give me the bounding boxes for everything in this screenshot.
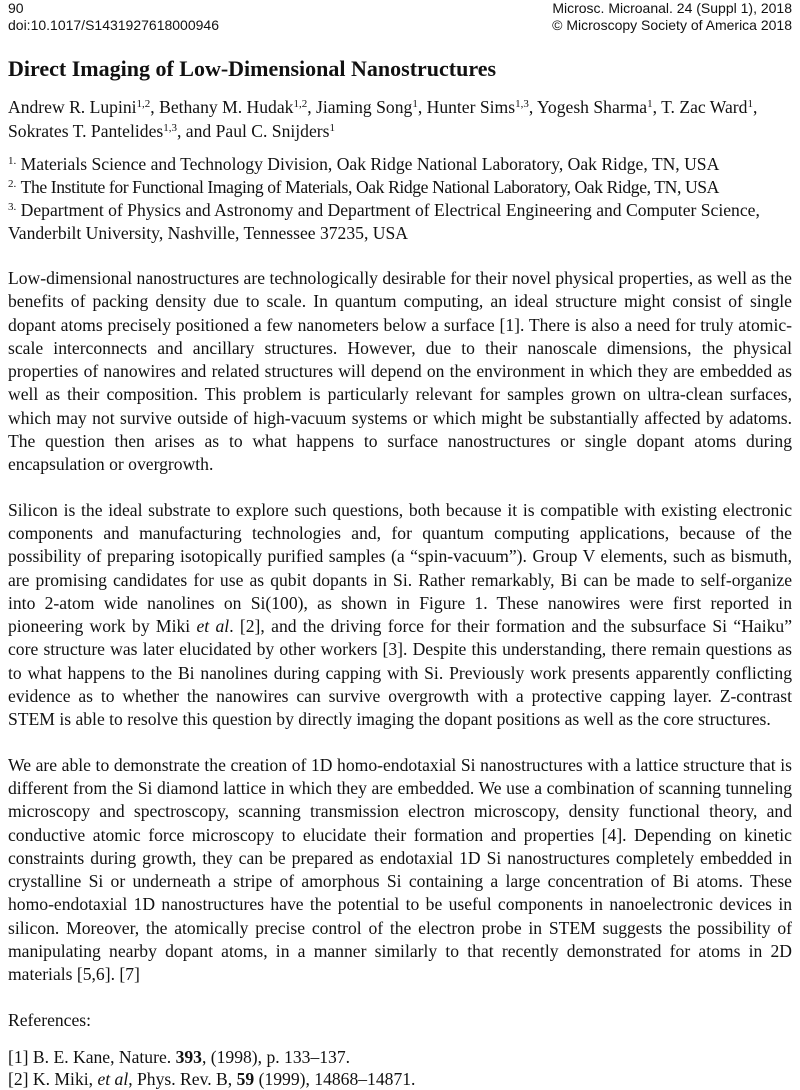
reference-text: (1999), 14868–14871. [254, 1068, 416, 1089]
author-affiliation: 1 [412, 98, 418, 110]
header-left [8, 0, 219, 34]
article [8, 56, 792, 1090]
author: Paul C. Snijders [215, 121, 330, 141]
reference-volume: 393 [175, 1046, 202, 1067]
affiliation [8, 176, 792, 199]
copyright: © Microscopy Society of America 2018 [552, 17, 792, 33]
page-number: 90 [8, 0, 24, 16]
affiliation-list [8, 153, 792, 245]
reference-text: , Phys. Rev. B, [128, 1068, 237, 1089]
doi: doi:10.1017/S1431927618000946 [8, 17, 219, 33]
journal-citation: Microsc. Microanal. 24 (Suppl 1), 2018 [552, 0, 792, 16]
author-affiliation: 1,3 [515, 98, 529, 110]
author-list: Andrew R. Lupini$^{1,2}$, Bethany M. Hudak$^{1,2}$, Jiaming Song$^1$, Hunter Sims$^{1,3}$, Yogesh Sharma$^1$, T. Zac Ward$^1$, Sokrates T. Pantelides$^{1,3}$, and Paul C. Snijders$^1$ [8, 97, 758, 141]
paragraph-text: Silicon is the ideal substrate to explore such questions, both because it is compatible with existing electronic components and manufacturing technologies and, for quantum computing applications, because of the possibility of preparing isotopically purified samples (a “spin-vacuum”). Group V elements, such as bismuth, are promising candidates for use as qubit dopants in Si. Rather remarkably, Bi can be made to self-organize into 2-atom wide nanolines on Si(100), as shown in Figure 1. These nanowires were first reported in pioneering work by Miki [8, 499, 792, 637]
affiliation-number: 3. [8, 201, 17, 213]
author-affiliation: 1 [647, 98, 653, 110]
affiliation [8, 199, 792, 245]
reference-text: [2] K. Miki, [8, 1068, 98, 1089]
author: Jiaming Song [316, 97, 413, 117]
author-affiliation: 1,2 [293, 98, 308, 110]
affiliation-number: 1. [8, 155, 17, 167]
affiliation [8, 153, 792, 176]
reference-list [8, 1046, 792, 1090]
author: Yogesh Sharma [536, 97, 648, 117]
reference-item [8, 1046, 792, 1068]
author: T. Zac Ward [661, 97, 748, 117]
references-heading: References: [8, 1009, 92, 1030]
affiliation-number: 2. [8, 178, 17, 190]
header-right [552, 0, 792, 34]
affiliation-text: The Institute for Functional Imaging of Materials, Oak Ridge National Laboratory, Oak Ridge, TN, USA [20, 177, 719, 197]
author-affiliation: 1,2 [136, 98, 151, 110]
paper-title: Direct Imaging of Low-Dimensional Nanostructures [8, 56, 497, 81]
reference-text: [1] B. E. Kane, Nature. [8, 1046, 176, 1067]
reference-text: , (1998), p. 133–137. [201, 1046, 351, 1067]
italic-et-al: et al [196, 616, 230, 637]
author-affiliation: 1 [747, 98, 753, 110]
author-affiliation: 1 [329, 122, 335, 134]
paragraph-text: . [2], and the driving force for their formation and the subsurface Si “Haiku” core structure was later elucidated by other workers [3]. Despite this understanding, there remain questions as to what happens to the Bi nanolines during capping with Si. Previously work presents apparently conflicting evidence as to whether the nanowires can survive overgrowth with a protective capping layer. Z-contrast STEM is able to resolve this question by directly imaging the dopant positions as well as the core structures. [8, 616, 793, 730]
reference-item [8, 1068, 792, 1090]
affiliation-text: Materials Science and Technology Division, Oak Ridge National Laboratory, Oak Ridge, TN, USA [20, 154, 720, 174]
body-paragraph-1: Low-dimensional nanostructures are technologically desirable for their novel physical properties, as well as the benefits of packing density due to scale. In quantum computing, an ideal structure might consist of single dopant atoms precisely positioned a few nanometers below a surface [1]. There is also a need for truly atomic-scale interconnects and ancillary structures. However, due to their nanoscale dimensions, the physical properties of nanowires and related structures will depend on the environment in which they are embedded as well as their composition. This problem is particularly relevant for samples grown on ultra-clean surfaces, which may not survive outside of high-vacuum systems or which might be substantially affected by adatoms. The question then arises as to what happens to surface nanostructures or single dopant atoms during encapsulation or overgrowth. [8, 268, 792, 475]
author: Andrew R. Lupini [8, 97, 137, 117]
reference-italic: et al [97, 1068, 129, 1089]
reference-volume: 59 [236, 1068, 255, 1089]
affiliation-text: Department of Physics and Astronomy and Department of Electrical Engineering and Computer Science, Vanderbilt University, Nashville, Tennessee 37235, USA [8, 200, 760, 243]
body-paragraph-2 [8, 499, 792, 732]
author: Bethany M. Hudak [159, 97, 294, 117]
author: Hunter Sims [426, 97, 516, 117]
body-paragraph-3: We are able to demonstrate the creation of 1D homo-endotaxial Si nanostructures with a lattice structure that is different from the Si diamond lattice in which they are embedded. We use a combination of scanning tunneling microscopy and spectroscopy, scanning transmission electron microscopy, density functional theory, and conductive atomic force microscopy to elucidate their formation and properties [4]. Depending on kinetic constraints during growth, they can be prepared as endotaxial 1D Si nanostructures completely embedded in crystalline Si or underneath a stripe of amorphous Si containing a large concentration of Bi atoms. These homo-endotaxial 1D nanostructures have the potential to be useful components in nanoelectronic devices in silicon. Moreover, the atomically precise control of the electron probe in STEM suggests the possibility of manipulating nearby dopant atoms, in a manner similarly to that recently demonstrated for atoms in 2D materials [5,6]. [7] [8, 754, 792, 985]
author-affiliation: 1,3 [163, 122, 177, 134]
page-header [8, 0, 792, 40]
author: Sokrates T. Pantelides [8, 121, 164, 141]
